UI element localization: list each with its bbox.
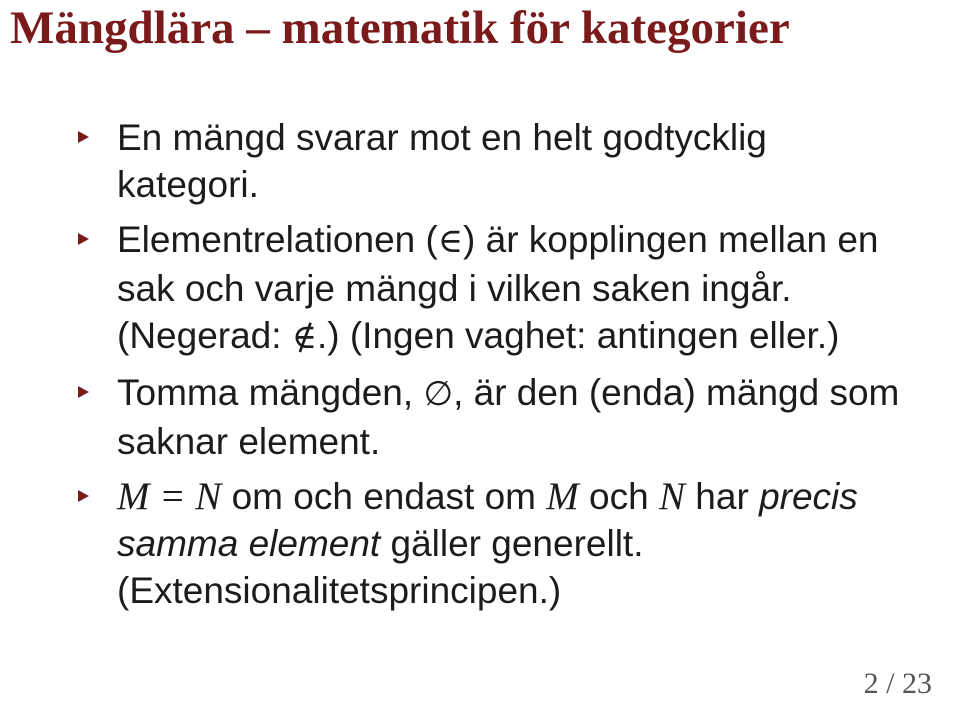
bullet-text: Elementrelationen ( — [117, 219, 438, 260]
bullet-item — [0, 216, 960, 361]
bullet-item — [0, 369, 960, 465]
slide-title: Mängdlära – matematik för kategorier — [10, 2, 790, 54]
page-current: 2 — [863, 667, 879, 700]
math-variable: M — [546, 475, 579, 518]
not-element-of-symbol: ∉ — [291, 317, 317, 357]
triangle-bullet-icon — [78, 490, 89, 502]
page-total: 23 — [902, 667, 932, 700]
triangle-bullet-icon — [78, 386, 89, 398]
math-equation: M = N — [117, 475, 222, 518]
bullet-text: har — [685, 476, 760, 517]
empty-set-symbol: ∅ — [423, 374, 454, 414]
emphasized-text: precis samma element — [117, 476, 858, 564]
page-separator: / — [878, 667, 902, 700]
bullet-text: .) (Ingen vaghet: antingen eller.) — [316, 315, 840, 356]
bullet-text: , är den (enda) mängd som saknar element. — [117, 372, 900, 462]
bullet-list — [0, 114, 960, 622]
element-of-symbol: ∈ — [437, 221, 464, 261]
bullet-item — [0, 114, 960, 208]
bullet-text: Tomma mängden, — [117, 372, 424, 413]
triangle-bullet-icon — [78, 233, 89, 245]
bullet-text: ) är kopplingen mellan en sak och varje mängd i vilken saken ingår. (Negerad: — [117, 219, 879, 356]
triangle-bullet-icon — [78, 131, 89, 143]
bullet-text: om och endast om — [221, 476, 547, 517]
math-variable: N — [659, 475, 686, 518]
page-number — [864, 667, 932, 701]
bullet-text: och — [578, 476, 659, 517]
bullet-text: gäller generellt. (Extensionalitetsprincipen.) — [117, 523, 644, 611]
bullet-item — [0, 473, 960, 614]
bullet-text: En mängd svarar mot en helt godtycklig kategori. — [117, 117, 767, 205]
